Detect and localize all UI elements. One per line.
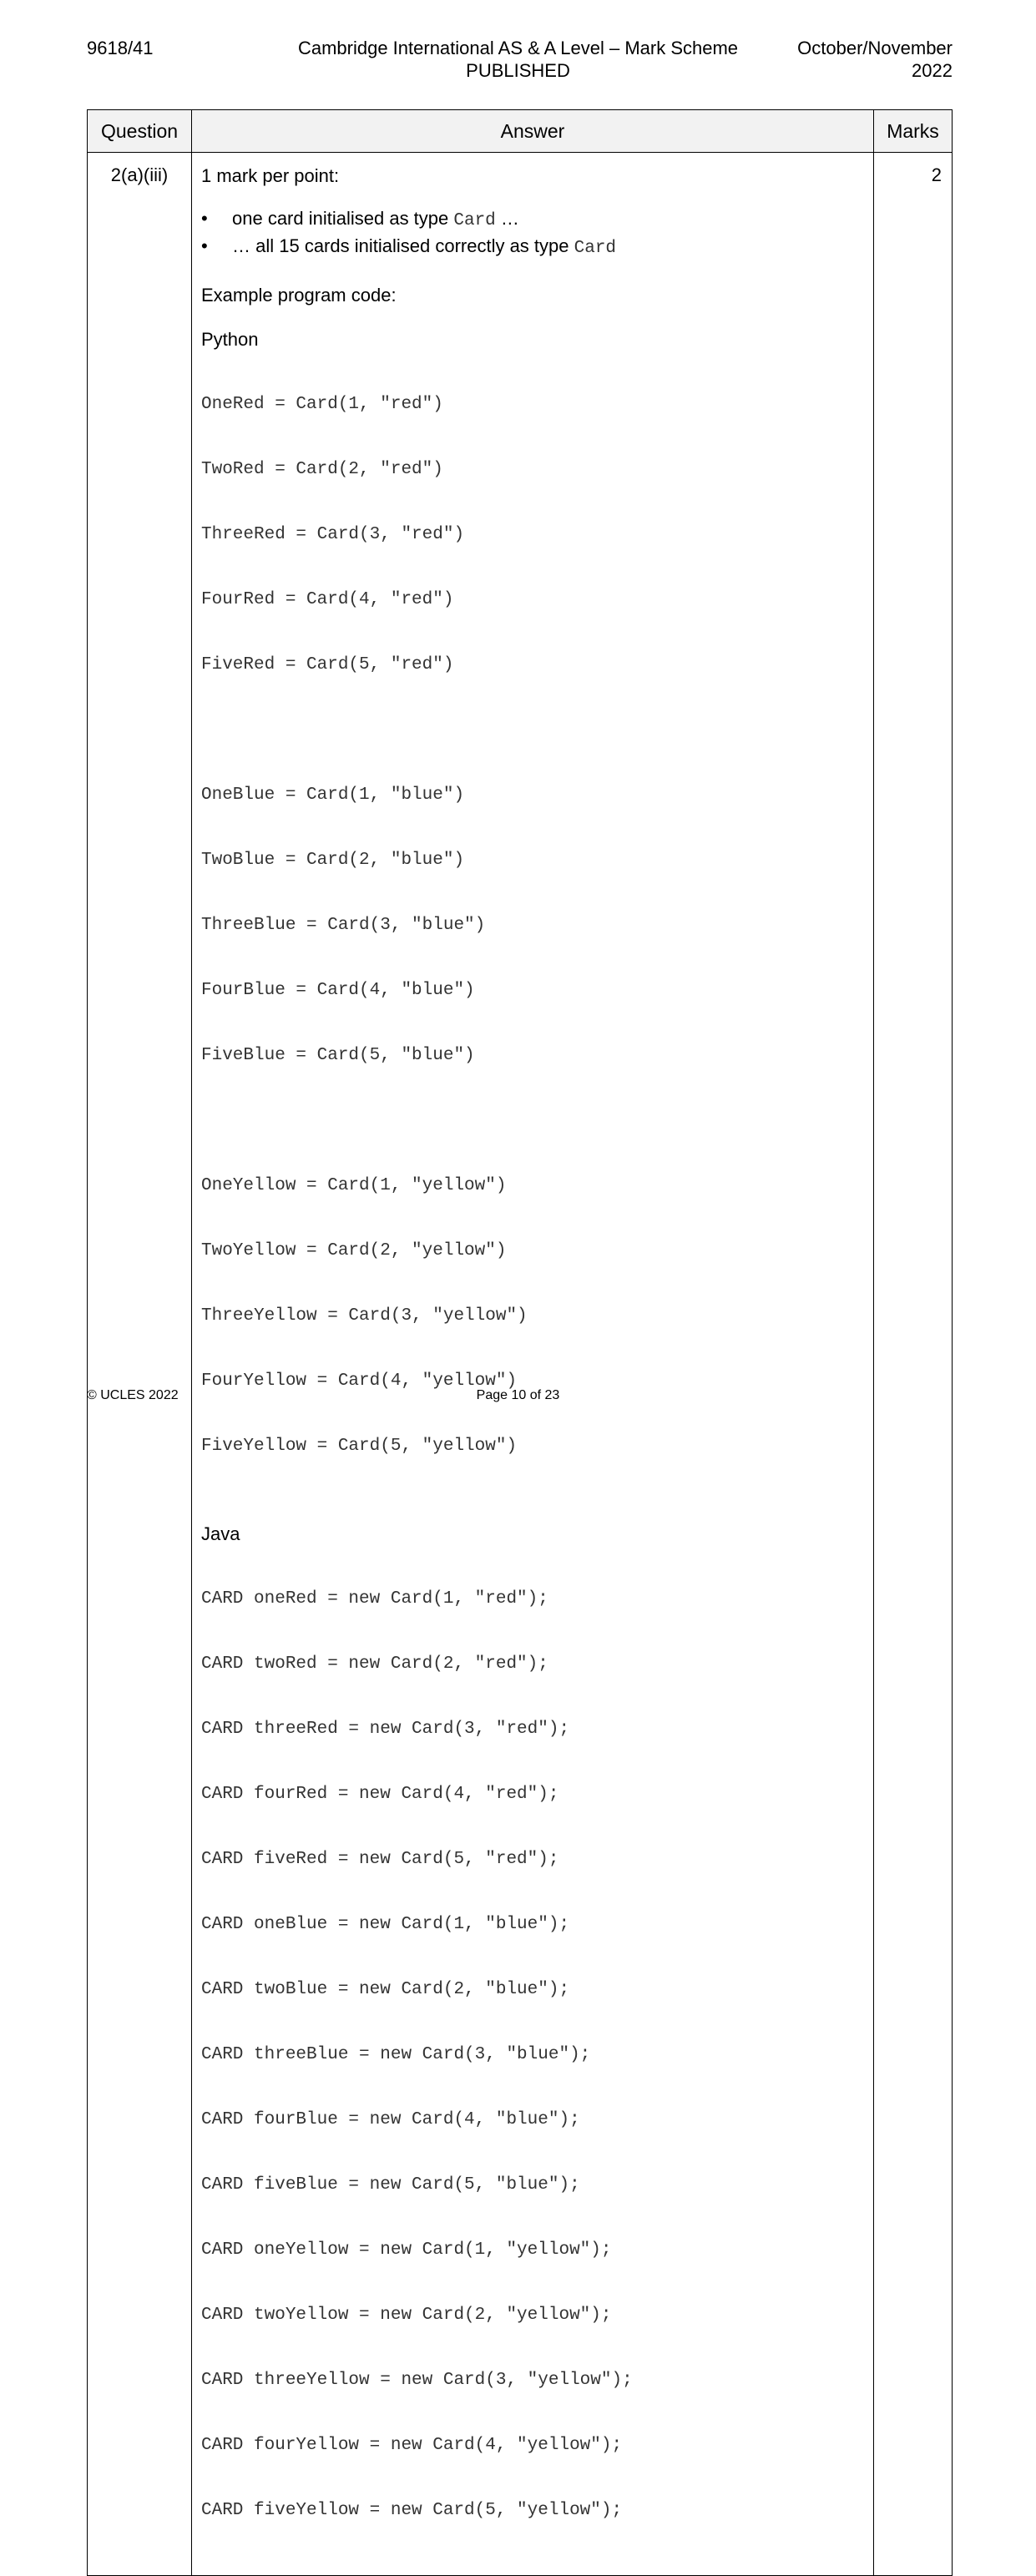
code-line: CARD oneRed = new Card(1, "red"); xyxy=(201,1589,548,1609)
code-line: ThreeYellow = Card(3, "yellow") xyxy=(201,1306,528,1326)
code-line: FourBlue = Card(4, "blue") xyxy=(201,981,475,1000)
copyright-notice: © UCLES 2022 xyxy=(87,1388,179,1402)
code-line: CARD oneYellow = new Card(1, "yellow"); xyxy=(201,2240,612,2260)
mark-intro: 1 mark per point: xyxy=(201,165,340,186)
marks-column-header: Marks xyxy=(874,110,953,153)
code-line: CARD oneBlue = new Card(1, "blue"); xyxy=(201,1915,570,1934)
code-line: CARD threeYellow = new Card(3, "yellow"); xyxy=(201,2371,633,2390)
paper-code: 9618/41 xyxy=(87,38,154,58)
code-line: CARD threeBlue = new Card(3, "blue"); xyxy=(201,2045,591,2064)
mark-point xyxy=(201,206,865,234)
question-number: 2(a)(iii) xyxy=(88,153,192,2576)
python-label: Python xyxy=(201,329,259,350)
question-column-header: Question xyxy=(88,110,192,153)
code-gap xyxy=(201,720,865,741)
code-line: TwoYellow = Card(2, "yellow") xyxy=(201,1241,507,1260)
page-number: Page 10 of 23 xyxy=(476,1388,560,1402)
code-line: TwoRed = Card(2, "red") xyxy=(201,460,443,479)
exam-session xyxy=(797,37,953,82)
code-line: FiveRed = Card(5, "red") xyxy=(201,655,454,674)
python-code xyxy=(201,351,865,1501)
code-line: CARD twoYellow = new Card(2, "yellow"); xyxy=(201,2306,612,2325)
title-line-2: PUBLISHED xyxy=(466,60,570,81)
code-line: TwoBlue = Card(2, "blue") xyxy=(201,851,465,870)
code-line: CARD fiveRed = new Card(5, "red"); xyxy=(201,1850,559,1869)
answer-column-header: Answer xyxy=(192,110,874,153)
code-gap xyxy=(201,1110,865,1132)
code-line: FourYellow = Card(4, "yellow") xyxy=(201,1371,518,1391)
marks-value: 2 xyxy=(874,153,953,2576)
code-line: CARD fiveYellow = new Card(5, "yellow"); xyxy=(201,2501,623,2520)
table-header-row xyxy=(88,110,953,153)
session-line-2: 2022 xyxy=(912,60,953,81)
mark-point-text: … all 15 cards initialised correctly as type xyxy=(232,235,574,256)
code-line: CARD threeRed = new Card(3, "red"); xyxy=(201,1720,570,1739)
code-line: CARD fourBlue = new Card(4, "blue"); xyxy=(201,2110,580,2129)
java-code xyxy=(201,1545,865,2565)
answer-cell xyxy=(192,153,874,2576)
code-line: OneBlue = Card(1, "blue") xyxy=(201,785,465,805)
mark-point-suffix: … xyxy=(495,208,519,229)
table-row xyxy=(88,153,953,2576)
code-line: OneRed = Card(1, "red") xyxy=(201,395,443,414)
code-line: OneYellow = Card(1, "yellow") xyxy=(201,1176,507,1195)
code-line: FourRed = Card(4, "red") xyxy=(201,590,454,609)
code-line: CARD twoBlue = new Card(2, "blue"); xyxy=(201,1980,570,1999)
bullet-icon: • xyxy=(201,235,208,256)
code-line: CARD twoRed = new Card(2, "red"); xyxy=(201,1654,548,1674)
code-line: CARD fourYellow = new Card(4, "yellow"); xyxy=(201,2436,623,2455)
mark-scheme-table xyxy=(87,109,953,2576)
mark-point-code: Card xyxy=(574,239,617,258)
mark-points xyxy=(201,206,865,261)
mark-point-code: Card xyxy=(453,211,496,230)
mark-point xyxy=(201,234,865,261)
example-label: Example program code: xyxy=(201,285,397,306)
code-line: ThreeRed = Card(3, "red") xyxy=(201,525,465,544)
code-line: ThreeBlue = Card(3, "blue") xyxy=(201,916,486,935)
title-line-1: Cambridge International AS & A Level – Mark Scheme xyxy=(297,38,739,58)
code-line: FiveYellow = Card(5, "yellow") xyxy=(201,1437,518,1456)
bullet-icon: • xyxy=(201,208,208,229)
code-line: CARD fourRed = new Card(4, "red"); xyxy=(201,1785,559,1804)
code-line: CARD fiveBlue = new Card(5, "blue"); xyxy=(201,2175,580,2195)
mark-point-text: one card initialised as type xyxy=(232,208,454,229)
session-line-1: October/November xyxy=(797,38,953,58)
java-label: Java xyxy=(201,1523,240,1544)
code-line: FiveBlue = Card(5, "blue") xyxy=(201,1046,475,1065)
